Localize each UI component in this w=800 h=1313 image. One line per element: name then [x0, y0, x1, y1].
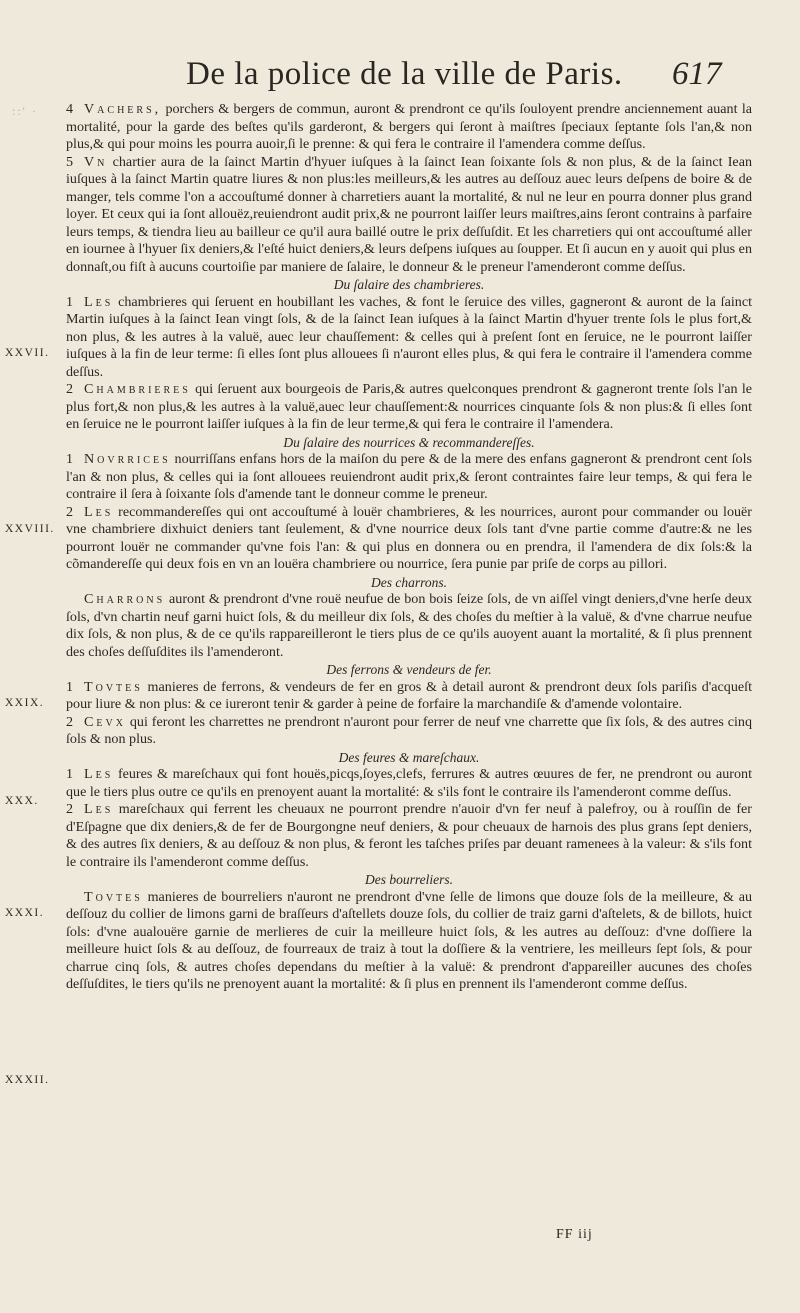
signature-mark: FF iij: [556, 1227, 593, 1242]
paragraph-text: qui feront les charrettes ne prendront n'auront pour ferrer de neuf vne charrette que ſix ſols, & des autres cinq ſols & non plus.: [66, 713, 752, 747]
paragraph-text: nourriſſans enfans hors de la maiſon du pere & de la mere des enfans gagneront & prendront cent ſols l'an & non plus, & celles qui ia ſont allouees reuiendront audit prix,& ſeront contraintes faire leur temps, & qui fera le contraire il ſera à ſoixante ſols d'amende tant le donneur comme le preneur.: [66, 451, 752, 502]
paragraph-text: auront & prendront d'vne rouë neufue de bon bois ſeize ſols, de vn aiſſel vingt deniers,d'vne herſe deux ſols, d'vn chartin neuf garni huict ſols, & du meilleur dix ſols, & des choſes du meſtier à la valuë, & d'vne charrue neufue dix ſols, & non plus, & de ce qu'ils rappareilleront le tiers plus de ce qu'ils auoyent auant la mortalité, & ſi plus prennent des choſes deſſuſdites ils l'amenderont.: [66, 591, 752, 660]
item-number: 1: [66, 678, 74, 695]
section-heading: Des ferrons & vendeurs de fer.: [326, 662, 492, 677]
item-number: 2: [66, 503, 74, 520]
item-number: 1: [66, 293, 74, 310]
paragraph-text: recommandereſſes qui ont accouſtumé à louër chambrieres, & les nourrices, auront pour commander ou louër vne chambriere dixhuict deniers tant ſeulement, & d'vne nourrice deux ſols tant d'vne partie comme d'autre:& ne les pourront louër ne commander qu'vne fois l'an: & qui plus en donnera ou en prendra, il l'amendera de dix ſols:& la cõmandereſſe qui deux fois en vn an louëra chambriere ou nourrice, ſera punie par priſe de corps au pillori.: [66, 503, 752, 572]
lead-word: Les: [84, 801, 114, 817]
section-heading: Du ſalaire des nourrices & recommandereſſes.: [283, 434, 535, 450]
item-number: 1: [66, 451, 74, 467]
lead-word: Tovtes: [84, 678, 143, 695]
item-number: 2: [66, 801, 74, 817]
item-number: 2: [66, 713, 74, 730]
paragraph-text: chartier aura de la ſainct Martin d'hyuer iuſques à la ſainct Iean ſoixante ſols & non plus, & de la ſainct Iean iuſques à la ſainct Martin quatre liures & non plus:les meilleurs,& les autres au deſſouz auec leurs deſpens de boire & de manger, tels comme l'on a accouſtumé donner à charretiers auant la mortalité, & nul ne leur en pourra donner plus grand loyer. Et ceux qui ia ſont allouëz,reuiendront audit prix,& ne pourront laiſſer leurs maiſtres,ains ſeront contrains à parfaire leurs temps, & tiendra lieu au bailleur ce qu'il aura baillé outre le prix deſſuſdit. Et les charretiers qui ont accouſtumé aller en iournee à l'hyuer ſix deniers,& l'eſté huict deniers,& leurs deſpens iuſques au ſoupper. Et ſi aucun en y auoit qui plus en donnaſt,ou fiſt à aucuns courtoiſie par maniere de ſalaire, le donneur & le preneur l'amenderont comme deſſus.: [66, 153, 752, 275]
lead-word: Les: [84, 503, 114, 520]
margin-label-xxx: XXX.: [5, 795, 39, 807]
section-heading: Des charrons.: [371, 574, 447, 590]
paragraph: [66, 766, 752, 801]
margin-label-xxvii: XXVII.: [5, 347, 50, 359]
item-number: 1: [66, 766, 74, 782]
paragraph-text: chambrieres qui ſeruent en houbillant les vaches, & font le ſeruice des villes, gagneront & auront de la ſainct Martin iuſques à la ſainct Iean vingt ſols, & de la ſainct Iean iuſques à la ſainct Martin d'hyuer trente ſols le plus fort,& non plus, & les autres à la valuë, auec leur chauſſement: & celles qui à preſent ſont en ſeruice, ne le pourront laiſſer iuſques à la fin de leur terme: ſi elles ſont plus allouees ſi n'auront elles plus, & qui fera le contraire il l'amendera comme deſſus.: [66, 293, 752, 380]
paragraph-text: qui ſeruent aux bourgeois de Paris,& autres quelconques prendront & gagneront trente ſols l'an le plus fort,& non plus,& les autres à la valuë,auec leur chauſſement:& nourrices cinquante ſols & non plus:& ſi elles ſont en ſeruice ne le pourront laiſſer iuſques à la fin de leur terme,& qui fera le contraire il l'amendera.: [66, 381, 752, 432]
lead-word: Les: [84, 766, 114, 782]
lead-word: Charrons: [84, 591, 166, 607]
paragraph: [66, 801, 752, 871]
page-number: 617: [672, 56, 722, 92]
lead-word: Novrrices: [84, 451, 171, 467]
paragraph: [66, 504, 752, 574]
item-number: 5: [66, 153, 74, 170]
lead-word: Chambrieres: [84, 381, 191, 397]
paragraph-text: manieres de bourreliers n'auront ne prendront d'vne ſelle de limons que douze ſols de la meilleure, & au deſſouz du collier de limons garni de braſſeurs d'aſtellets douze ſols, du collier de traiz garni d'aſtelets, & de billots, huict ſols: d'vne aualouëre garnie de merlieres de cuir la meilleure huict ſols, & les autres au deſſouz: d'vne doſſiere la meilleure huict ſols & au deſſouz, de fourreaux de traiz à tout la doſſiere & la ventriere, les meilleurs ſept ſols, & pour charrue cinq ſols, & autres choſes dependans du meſtier à la valuë: & prendront d'appareiller aucunes des choſes deſſuſdites, le tiers qu'ils ne prenoyent auant la mortalité: & ſi plus en prennent ils l'amenderont comme deſſus.: [66, 888, 752, 992]
page-header: [0, 56, 800, 106]
paragraph: [66, 714, 752, 749]
paragraph: [66, 591, 752, 661]
section-heading: Des feures & mareſchaux.: [338, 749, 480, 765]
lead-word: Vn: [84, 153, 108, 170]
paragraph: [66, 679, 752, 714]
running-title: De la police de la ville de Paris.: [186, 56, 623, 92]
lead-word: Les: [84, 293, 114, 310]
lead-word: Tovtes: [84, 888, 143, 905]
paragraph: [66, 451, 752, 504]
lead-word: Vachers,: [84, 101, 162, 117]
paragraph-text: manieres de ferrons, & vendeurs de fer en gros & à detail auront & prendront deux ſols pariſis d'acqueſt pour liure & non plus: & ce iureront tenir & garder à peine de forfaire la marchandiſe & d'amende volontaire.: [66, 678, 752, 712]
paragraph: [66, 889, 752, 994]
paragraph-text: feures & mareſchaux qui font houës,picqs,ſoyes,clefs, ferrures & autres œuures de fer, ne prendront ou auront que le tiers plus outre ce qu'ils en prenoyent auant la mortalité: & s'ils font le contraire ils l'amenderont comme deſſus.: [66, 766, 752, 800]
lead-word: Cevx: [84, 713, 126, 730]
paragraph: [66, 101, 752, 154]
margin-label-xxix: XXIX.: [5, 697, 45, 709]
paragraph: [66, 294, 752, 382]
paragraph-text: mareſchaux qui ferrent les cheuaux ne pourront prendre n'auoir d'vn fer neuf à palefroy, ou à rouſſin de fer d'Eſpagne que dix deniers,& de fer de Bourgongne neuf deniers, & pour cheuaux de harnois des plus grans ſept deniers, & des autres ſix deniers, & au deſſouz & non plus, & feront les taſches priſes par deuant ramenees à la valeur: & s'ils font le contraire ils l'amenderont comme deſſus.: [66, 801, 752, 870]
paragraph: [66, 381, 752, 434]
margin-label-xxxi: XXXI.: [5, 907, 45, 919]
body-text: [66, 101, 752, 994]
paragraph-text: porchers & bergers de commun, auront & prendront ce qu'ils ſouloyent prendre anciennement auant la mortalité, pour la garde des beſtes qu'ils garderont, & bergers qui ſeront à maiſtres ſpeciaux ſeptante ſols l'an,& non plus,& qui pour moins les pourra auoir,ſi le prenne: & qui fera le contraire il l'amendera comme deſſus.: [66, 101, 752, 152]
margin-label-xxviii: XXVIII.: [5, 523, 55, 535]
section-heading: Des bourreliers.: [365, 872, 453, 887]
margin-label-xxxii: XXXII.: [5, 1074, 50, 1086]
paragraph: [66, 154, 752, 277]
item-number: 2: [66, 381, 74, 397]
item-number: 4: [66, 101, 74, 117]
stray-marks: ::' ·: [12, 104, 38, 118]
section-heading: Du ſalaire des chambrieres.: [333, 277, 485, 292]
